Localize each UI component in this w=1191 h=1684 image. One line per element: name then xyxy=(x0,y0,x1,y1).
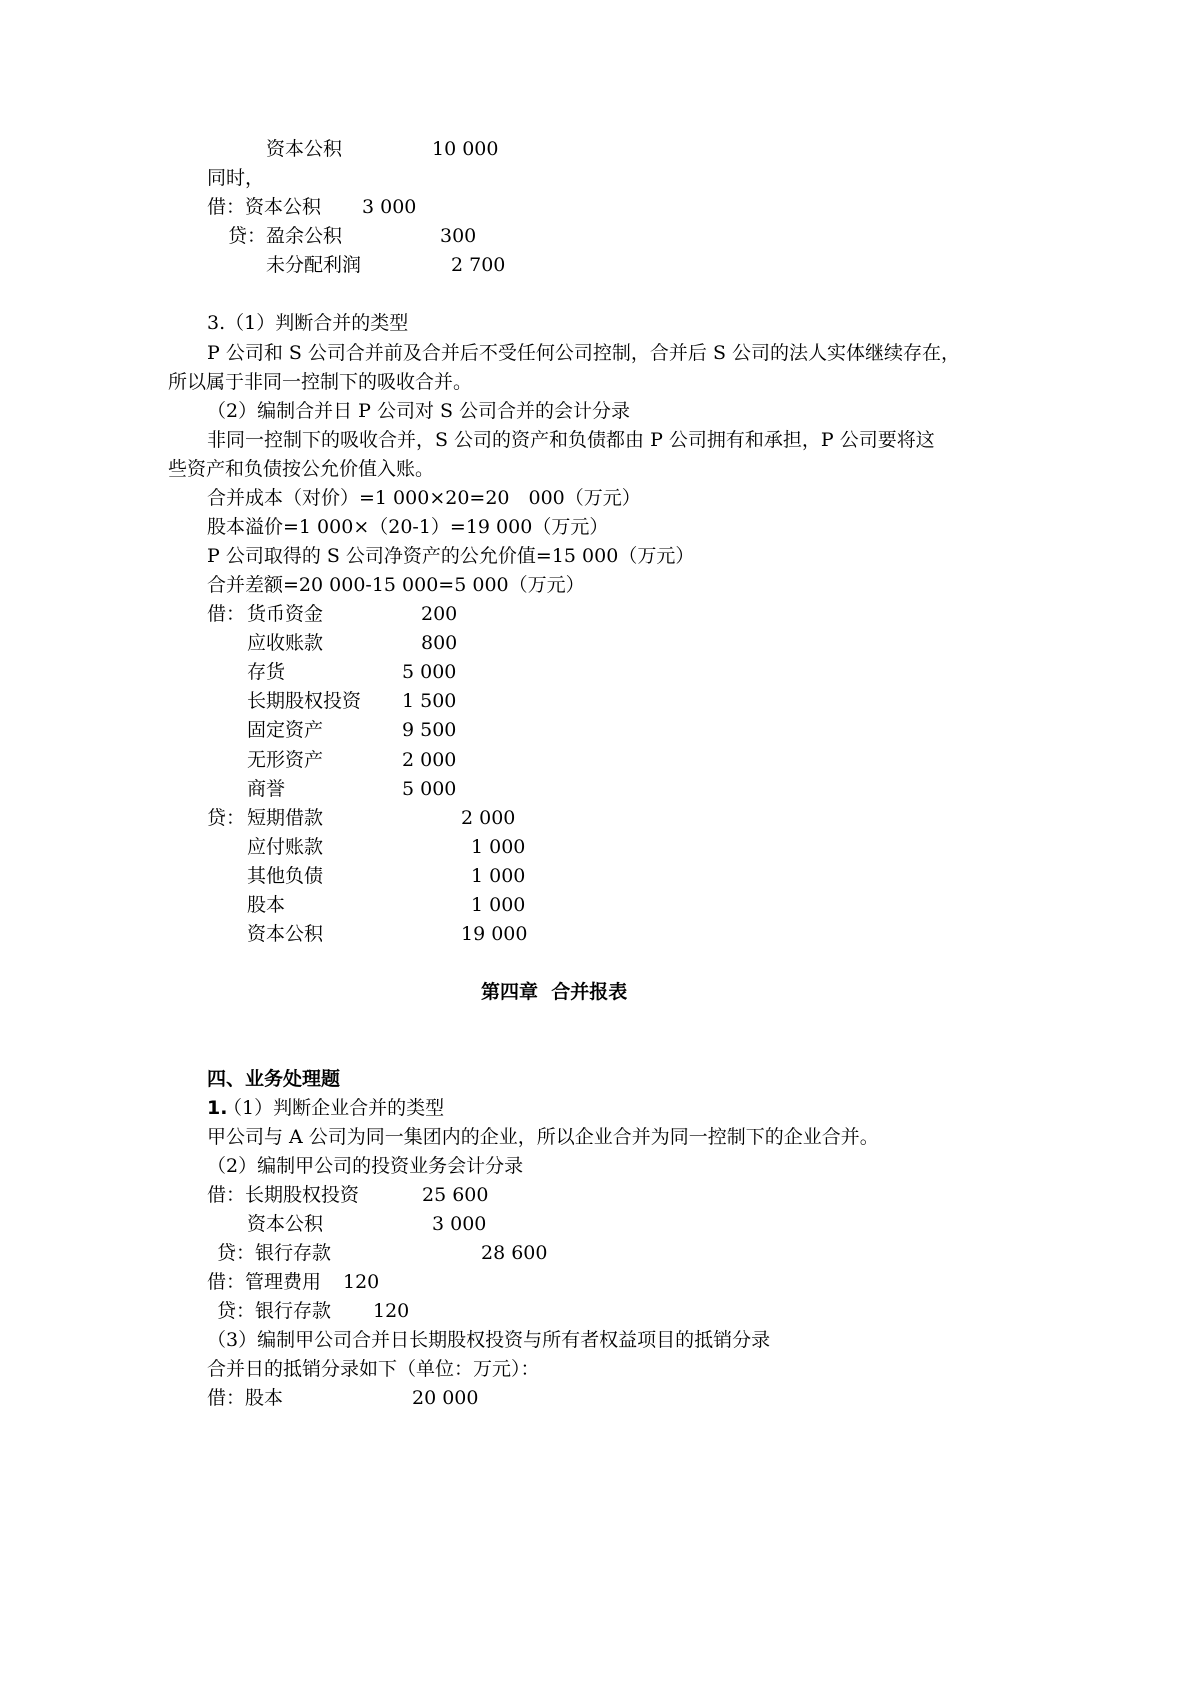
entry-amount: 5 000 xyxy=(402,778,457,800)
entry-text: 商誉 xyxy=(247,778,286,800)
paragraph-line: 3.（1）判断合并的类型 xyxy=(207,312,409,334)
entry-text: 借：管理费用 xyxy=(207,1271,322,1293)
entry-amount: 5 000 xyxy=(402,661,457,683)
entry-amount: 1 500 xyxy=(402,690,457,712)
entry-amount: 3 000 xyxy=(432,1213,487,1235)
entry-text: 短期借款 xyxy=(247,807,324,829)
entry-text: 资本公积 xyxy=(266,138,343,160)
formula-line: 合并差额=20 000-15 000=5 000（万元） xyxy=(207,574,585,596)
paragraph-line: （2）编制合并日 P 公司对 S 公司合并的会计分录 xyxy=(207,400,631,422)
entry-amount: 25 600 xyxy=(422,1184,489,1206)
paragraph-line: （3）编制甲公司合并日长期股权投资与所有者权益项目的抵销分录 xyxy=(207,1329,771,1351)
entry-text: 固定资产 xyxy=(247,719,324,741)
entry-amount: 120 xyxy=(343,1271,380,1293)
paragraph-line: （2）编制甲公司的投资业务会计分录 xyxy=(207,1155,524,1177)
entry-amount: 2 700 xyxy=(451,254,506,276)
entry-amount: 19 000 xyxy=(461,923,528,945)
formula-line: 股本溢价=1 000×（20-1）=19 000（万元） xyxy=(207,516,609,538)
entry-text: 应付账款 xyxy=(247,836,324,858)
entry-text: 存货 xyxy=(247,661,286,683)
entry-amount: 28 600 xyxy=(481,1242,548,1264)
entry-amount: 200 xyxy=(421,603,458,625)
section-heading: 四、业务处理题 xyxy=(207,1068,341,1090)
paragraph-line: 甲公司与 A 公司为同一集团内的企业，所以企业合并为同一控制下的企业合并。 xyxy=(207,1126,879,1148)
question-number: 1. xyxy=(207,1097,228,1119)
paragraph-line: P 公司和 S 公司合并前及合并后不受任何公司控制，合并后 S 公司的法人实体继续存在， xyxy=(207,342,961,364)
paragraph-line: 同时， xyxy=(207,167,265,189)
entry-text: 未分配利润 xyxy=(266,254,362,276)
entry-amount: 120 xyxy=(373,1300,410,1322)
entry-text: 贷：盈余公积 xyxy=(228,225,343,247)
entry-amount: 1 000 xyxy=(471,865,526,887)
formula-line: 合并成本（对价）=1 000×20=20 000（万元） xyxy=(207,487,641,509)
entry-text: 应收账款 xyxy=(247,632,324,654)
entry-text: 贷：银行存款 xyxy=(217,1300,332,1322)
entry-text: 无形资产 xyxy=(247,749,324,771)
entry-text: 其他负债 xyxy=(247,865,324,887)
debit-label: 借： xyxy=(207,603,246,625)
entry-text: 借：长期股权投资 xyxy=(207,1184,360,1206)
entry-text: 股本 xyxy=(247,894,286,916)
entry-text: 贷：银行存款 xyxy=(217,1242,332,1264)
paragraph-line: 所以属于非同一控制下的吸收合并。 xyxy=(168,371,473,393)
entry-text: 借：资本公积 xyxy=(207,196,322,218)
paragraph-line: 合并日的抵销分录如下（单位：万元）： xyxy=(207,1358,540,1380)
entry-amount: 10 000 xyxy=(432,138,499,160)
chapter-title: 第四章 合并报表 xyxy=(481,981,628,1003)
credit-label: 贷： xyxy=(207,807,246,829)
entry-amount: 9 500 xyxy=(402,719,457,741)
entry-text: 长期股权投资 xyxy=(247,690,362,712)
entry-text: 资本公积 xyxy=(247,1213,324,1235)
entry-amount: 2 000 xyxy=(402,749,457,771)
entry-amount: 800 xyxy=(421,632,458,654)
entry-text: 资本公积 xyxy=(247,923,324,945)
entry-text: 货币资金 xyxy=(247,603,324,625)
entry-amount: 20 000 xyxy=(412,1387,479,1409)
paragraph-line: 非同一控制下的吸收合并，S 公司的资产和负债都由 P 公司拥有和承担，P 公司要将这 xyxy=(207,429,935,451)
paragraph-line: 些资产和负债按公允价值入账。 xyxy=(168,458,435,480)
paragraph-line: （1）判断企业合并的类型 xyxy=(223,1097,445,1119)
entry-amount: 2 000 xyxy=(461,807,516,829)
entry-amount: 3 000 xyxy=(362,196,417,218)
entry-amount: 1 000 xyxy=(471,836,526,858)
entry-text: 借：股本 xyxy=(207,1387,284,1409)
entry-amount: 300 xyxy=(440,225,477,247)
formula-line: P 公司取得的 S 公司净资产的公允价值=15 000（万元） xyxy=(207,545,695,567)
entry-amount: 1 000 xyxy=(471,894,526,916)
